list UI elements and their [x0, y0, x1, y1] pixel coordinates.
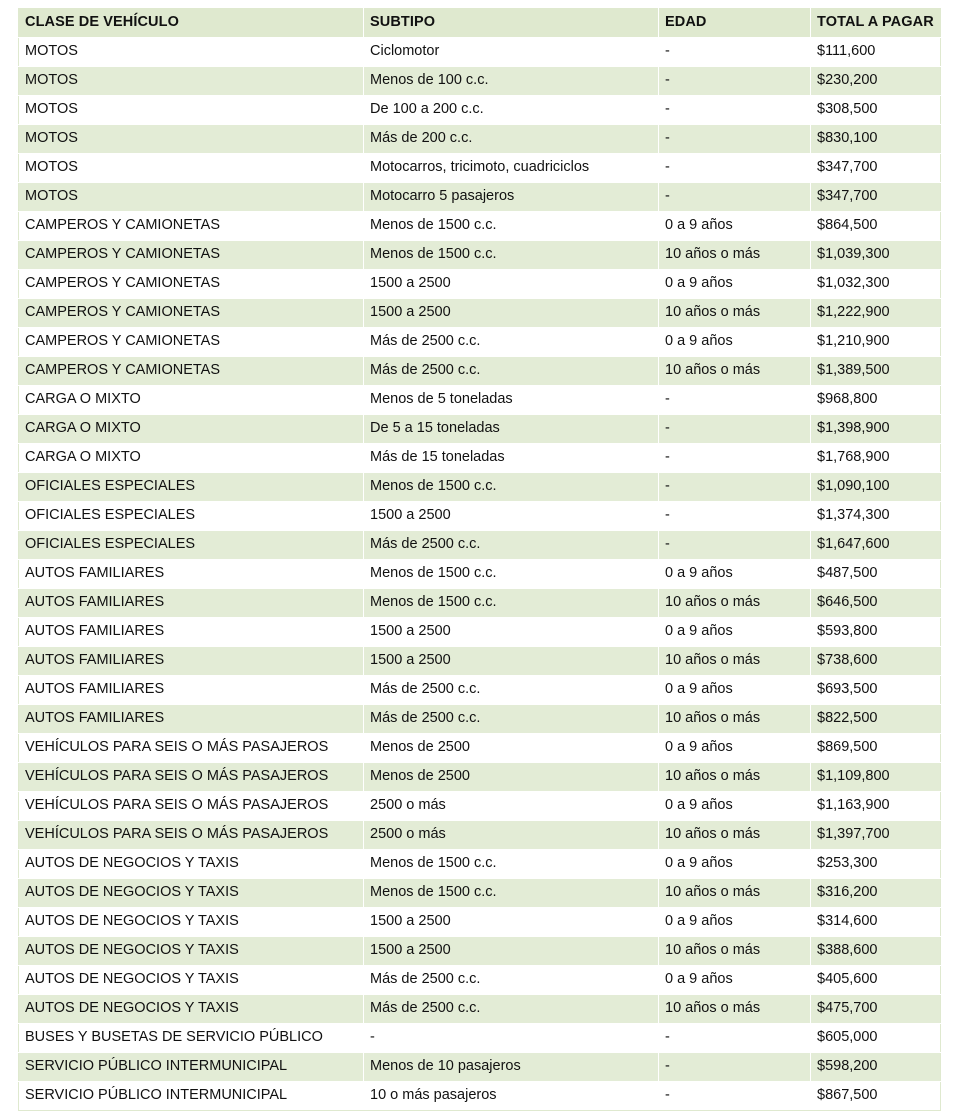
table-cell: AUTOS DE NEGOCIOS Y TAXIS — [19, 966, 364, 995]
table-cell: $1,647,600 — [811, 531, 941, 560]
table-cell: MOTOS — [19, 183, 364, 212]
table-row — [19, 763, 941, 792]
table-cell: SERVICIO PÚBLICO INTERMUNICIPAL — [19, 1053, 364, 1082]
table-row — [19, 1053, 941, 1082]
table-row — [19, 473, 941, 502]
table-cell: AUTOS DE NEGOCIOS Y TAXIS — [19, 937, 364, 966]
table-row — [19, 241, 941, 270]
table-cell: $230,200 — [811, 67, 941, 96]
table-cell: AUTOS FAMILIARES — [19, 560, 364, 589]
table-cell: 10 años o más — [659, 241, 811, 270]
table-cell: $1,397,700 — [811, 821, 941, 850]
table-cell: $693,500 — [811, 676, 941, 705]
table-cell: $1,032,300 — [811, 270, 941, 299]
table-cell: - — [659, 502, 811, 531]
table-cell: - — [659, 444, 811, 473]
table-cell: Más de 2500 c.c. — [364, 328, 659, 357]
table-cell: CAMPEROS Y CAMIONETAS — [19, 328, 364, 357]
table-cell: 1500 a 2500 — [364, 908, 659, 937]
table-cell: $1,109,800 — [811, 763, 941, 792]
table-cell: 1500 a 2500 — [364, 618, 659, 647]
table-cell: 10 años o más — [659, 357, 811, 386]
table-cell: $487,500 — [811, 560, 941, 589]
table-cell: AUTOS DE NEGOCIOS Y TAXIS — [19, 908, 364, 937]
table-cell: $1,374,300 — [811, 502, 941, 531]
table-row — [19, 183, 941, 212]
table-body — [19, 38, 941, 1111]
table-cell: - — [659, 1024, 811, 1053]
table-cell: $1,210,900 — [811, 328, 941, 357]
table-cell: De 100 a 200 c.c. — [364, 96, 659, 125]
table-cell: $1,163,900 — [811, 792, 941, 821]
table-row — [19, 908, 941, 937]
table-cell: $968,800 — [811, 386, 941, 415]
table-cell: 0 a 9 años — [659, 966, 811, 995]
table-cell: MOTOS — [19, 125, 364, 154]
table-cell: Más de 2500 c.c. — [364, 705, 659, 734]
table-cell: Menos de 2500 — [364, 734, 659, 763]
table-cell: $253,300 — [811, 850, 941, 879]
table-cell: Más de 2500 c.c. — [364, 357, 659, 386]
table-cell: CAMPEROS Y CAMIONETAS — [19, 299, 364, 328]
table-cell: - — [659, 154, 811, 183]
table-row — [19, 96, 941, 125]
table-cell: $830,100 — [811, 125, 941, 154]
table-cell: $1,222,900 — [811, 299, 941, 328]
table-cell: Menos de 100 c.c. — [364, 67, 659, 96]
table-cell: 10 años o más — [659, 879, 811, 908]
table-cell: $347,700 — [811, 154, 941, 183]
table-cell: 10 años o más — [659, 763, 811, 792]
table-cell: 10 años o más — [659, 821, 811, 850]
column-header-edad: EDAD — [659, 9, 811, 38]
table-cell: Menos de 2500 — [364, 763, 659, 792]
table-row — [19, 850, 941, 879]
table-cell: 0 a 9 años — [659, 560, 811, 589]
table-row — [19, 212, 941, 241]
table-row — [19, 386, 941, 415]
table-cell: MOTOS — [19, 67, 364, 96]
table-cell: 0 a 9 años — [659, 850, 811, 879]
table-cell: Menos de 1500 c.c. — [364, 212, 659, 241]
table-cell: 1500 a 2500 — [364, 299, 659, 328]
table-cell: $314,600 — [811, 908, 941, 937]
table-cell: CAMPEROS Y CAMIONETAS — [19, 270, 364, 299]
table-cell: Menos de 1500 c.c. — [364, 850, 659, 879]
table-cell: Menos de 1500 c.c. — [364, 589, 659, 618]
table-cell: MOTOS — [19, 154, 364, 183]
table-cell: - — [659, 415, 811, 444]
table-row — [19, 125, 941, 154]
table-row — [19, 1024, 941, 1053]
table-cell: 1500 a 2500 — [364, 647, 659, 676]
table-cell: 10 años o más — [659, 995, 811, 1024]
table-cell: $598,200 — [811, 1053, 941, 1082]
table-cell: $869,500 — [811, 734, 941, 763]
table-cell: Más de 200 c.c. — [364, 125, 659, 154]
table-cell: $475,700 — [811, 995, 941, 1024]
table-row — [19, 734, 941, 763]
table-cell: 10 años o más — [659, 647, 811, 676]
table-cell: Menos de 1500 c.c. — [364, 879, 659, 908]
table-row — [19, 937, 941, 966]
table-cell: $822,500 — [811, 705, 941, 734]
table-cell: - — [659, 125, 811, 154]
table-cell: 2500 o más — [364, 821, 659, 850]
table-cell: AUTOS FAMILIARES — [19, 589, 364, 618]
table-cell: 10 años o más — [659, 937, 811, 966]
table-row — [19, 589, 941, 618]
table-row — [19, 1082, 941, 1111]
table-row — [19, 299, 941, 328]
table-row — [19, 821, 941, 850]
table-cell: OFICIALES ESPECIALES — [19, 502, 364, 531]
table-cell: $738,600 — [811, 647, 941, 676]
table-cell: VEHÍCULOS PARA SEIS O MÁS PASAJEROS — [19, 734, 364, 763]
table-cell: $1,039,300 — [811, 241, 941, 270]
table-cell: Motocarro 5 pasajeros — [364, 183, 659, 212]
table-cell: $867,500 — [811, 1082, 941, 1111]
table-cell: CARGA O MIXTO — [19, 386, 364, 415]
table-cell: - — [659, 1082, 811, 1111]
table-cell: 1500 a 2500 — [364, 270, 659, 299]
table-cell: De 5 a 15 toneladas — [364, 415, 659, 444]
table-row — [19, 357, 941, 386]
table-row — [19, 676, 941, 705]
table-header — [19, 9, 941, 38]
table-cell: 0 a 9 años — [659, 328, 811, 357]
table-cell: OFICIALES ESPECIALES — [19, 531, 364, 560]
table-cell: Más de 2500 c.c. — [364, 676, 659, 705]
table-cell: 10 años o más — [659, 589, 811, 618]
table-cell: $308,500 — [811, 96, 941, 125]
table-cell: VEHÍCULOS PARA SEIS O MÁS PASAJEROS — [19, 821, 364, 850]
table-cell: MOTOS — [19, 38, 364, 67]
column-header-total: TOTAL A PAGAR — [811, 9, 941, 38]
table-cell: 10 años o más — [659, 299, 811, 328]
table-cell: Motocarros, tricimoto, cuadriciclos — [364, 154, 659, 183]
table-cell: - — [659, 67, 811, 96]
table-cell: 10 años o más — [659, 705, 811, 734]
table-cell: AUTOS DE NEGOCIOS Y TAXIS — [19, 995, 364, 1024]
table-cell: 1500 a 2500 — [364, 502, 659, 531]
table-cell: CAMPEROS Y CAMIONETAS — [19, 212, 364, 241]
table-row — [19, 502, 941, 531]
table-cell: 0 a 9 años — [659, 734, 811, 763]
table-cell: 0 a 9 años — [659, 908, 811, 937]
table-cell: MOTOS — [19, 96, 364, 125]
table-cell: AUTOS FAMILIARES — [19, 618, 364, 647]
table-cell: AUTOS FAMILIARES — [19, 647, 364, 676]
table-cell: 0 a 9 años — [659, 270, 811, 299]
table-row — [19, 38, 941, 67]
table-cell: OFICIALES ESPECIALES — [19, 473, 364, 502]
table-cell: $1,398,900 — [811, 415, 941, 444]
table-row — [19, 444, 941, 473]
table-row — [19, 67, 941, 96]
table-cell: 0 a 9 años — [659, 618, 811, 647]
table-row — [19, 966, 941, 995]
table-row — [19, 270, 941, 299]
table-cell: $111,600 — [811, 38, 941, 67]
table-cell: - — [659, 531, 811, 560]
table-cell: $646,500 — [811, 589, 941, 618]
table-cell: Más de 15 toneladas — [364, 444, 659, 473]
table-row — [19, 415, 941, 444]
table-cell: AUTOS FAMILIARES — [19, 676, 364, 705]
table-row — [19, 531, 941, 560]
table-cell: $864,500 — [811, 212, 941, 241]
table-cell: $316,200 — [811, 879, 941, 908]
table-cell: - — [659, 386, 811, 415]
table-row — [19, 995, 941, 1024]
table-cell: - — [659, 38, 811, 67]
table-cell: Más de 2500 c.c. — [364, 531, 659, 560]
table-cell: $405,600 — [811, 966, 941, 995]
header-row — [19, 9, 941, 38]
table-row — [19, 792, 941, 821]
column-header-subtipo: SUBTIPO — [364, 9, 659, 38]
table-cell: Menos de 5 toneladas — [364, 386, 659, 415]
table-cell: 0 a 9 años — [659, 676, 811, 705]
table-cell: Menos de 1500 c.c. — [364, 473, 659, 502]
table-cell: AUTOS DE NEGOCIOS Y TAXIS — [19, 879, 364, 908]
table-cell: CARGA O MIXTO — [19, 444, 364, 473]
table-cell: 0 a 9 años — [659, 792, 811, 821]
table-cell: BUSES Y BUSETAS DE SERVICIO PÚBLICO — [19, 1024, 364, 1053]
table-cell: $1,090,100 — [811, 473, 941, 502]
table-cell: 0 a 9 años — [659, 212, 811, 241]
table-row — [19, 647, 941, 676]
table-cell: AUTOS DE NEGOCIOS Y TAXIS — [19, 850, 364, 879]
table-cell: - — [659, 1053, 811, 1082]
tabla-tarifas-vehiculos — [18, 8, 941, 1111]
table-cell: VEHÍCULOS PARA SEIS O MÁS PASAJEROS — [19, 792, 364, 821]
table-row — [19, 328, 941, 357]
table-row — [19, 154, 941, 183]
table-row — [19, 618, 941, 647]
table-cell: CAMPEROS Y CAMIONETAS — [19, 241, 364, 270]
table-cell: $1,389,500 — [811, 357, 941, 386]
column-header-clase: CLASE DE VEHÍCULO — [19, 9, 364, 38]
table-cell: CAMPEROS Y CAMIONETAS — [19, 357, 364, 386]
table-cell: $388,600 — [811, 937, 941, 966]
table-cell: Menos de 1500 c.c. — [364, 241, 659, 270]
table-cell: - — [659, 183, 811, 212]
table-cell: 2500 o más — [364, 792, 659, 821]
table-cell: 1500 a 2500 — [364, 937, 659, 966]
table-cell: SERVICIO PÚBLICO INTERMUNICIPAL — [19, 1082, 364, 1111]
table-cell: CARGA O MIXTO — [19, 415, 364, 444]
table-cell: - — [659, 473, 811, 502]
table-row — [19, 560, 941, 589]
table-cell: $605,000 — [811, 1024, 941, 1053]
table-cell: AUTOS FAMILIARES — [19, 705, 364, 734]
table-row — [19, 879, 941, 908]
table-cell: Más de 2500 c.c. — [364, 966, 659, 995]
table-cell: Ciclomotor — [364, 38, 659, 67]
table-cell: VEHÍCULOS PARA SEIS O MÁS PASAJEROS — [19, 763, 364, 792]
table-cell: $347,700 — [811, 183, 941, 212]
table-cell: Menos de 10 pasajeros — [364, 1053, 659, 1082]
table-cell: Más de 2500 c.c. — [364, 995, 659, 1024]
table-cell: $593,800 — [811, 618, 941, 647]
table-cell: 10 o más pasajeros — [364, 1082, 659, 1111]
table-cell: $1,768,900 — [811, 444, 941, 473]
table-row — [19, 705, 941, 734]
table-cell: Menos de 1500 c.c. — [364, 560, 659, 589]
table-cell: - — [659, 96, 811, 125]
table-cell: - — [364, 1024, 659, 1053]
